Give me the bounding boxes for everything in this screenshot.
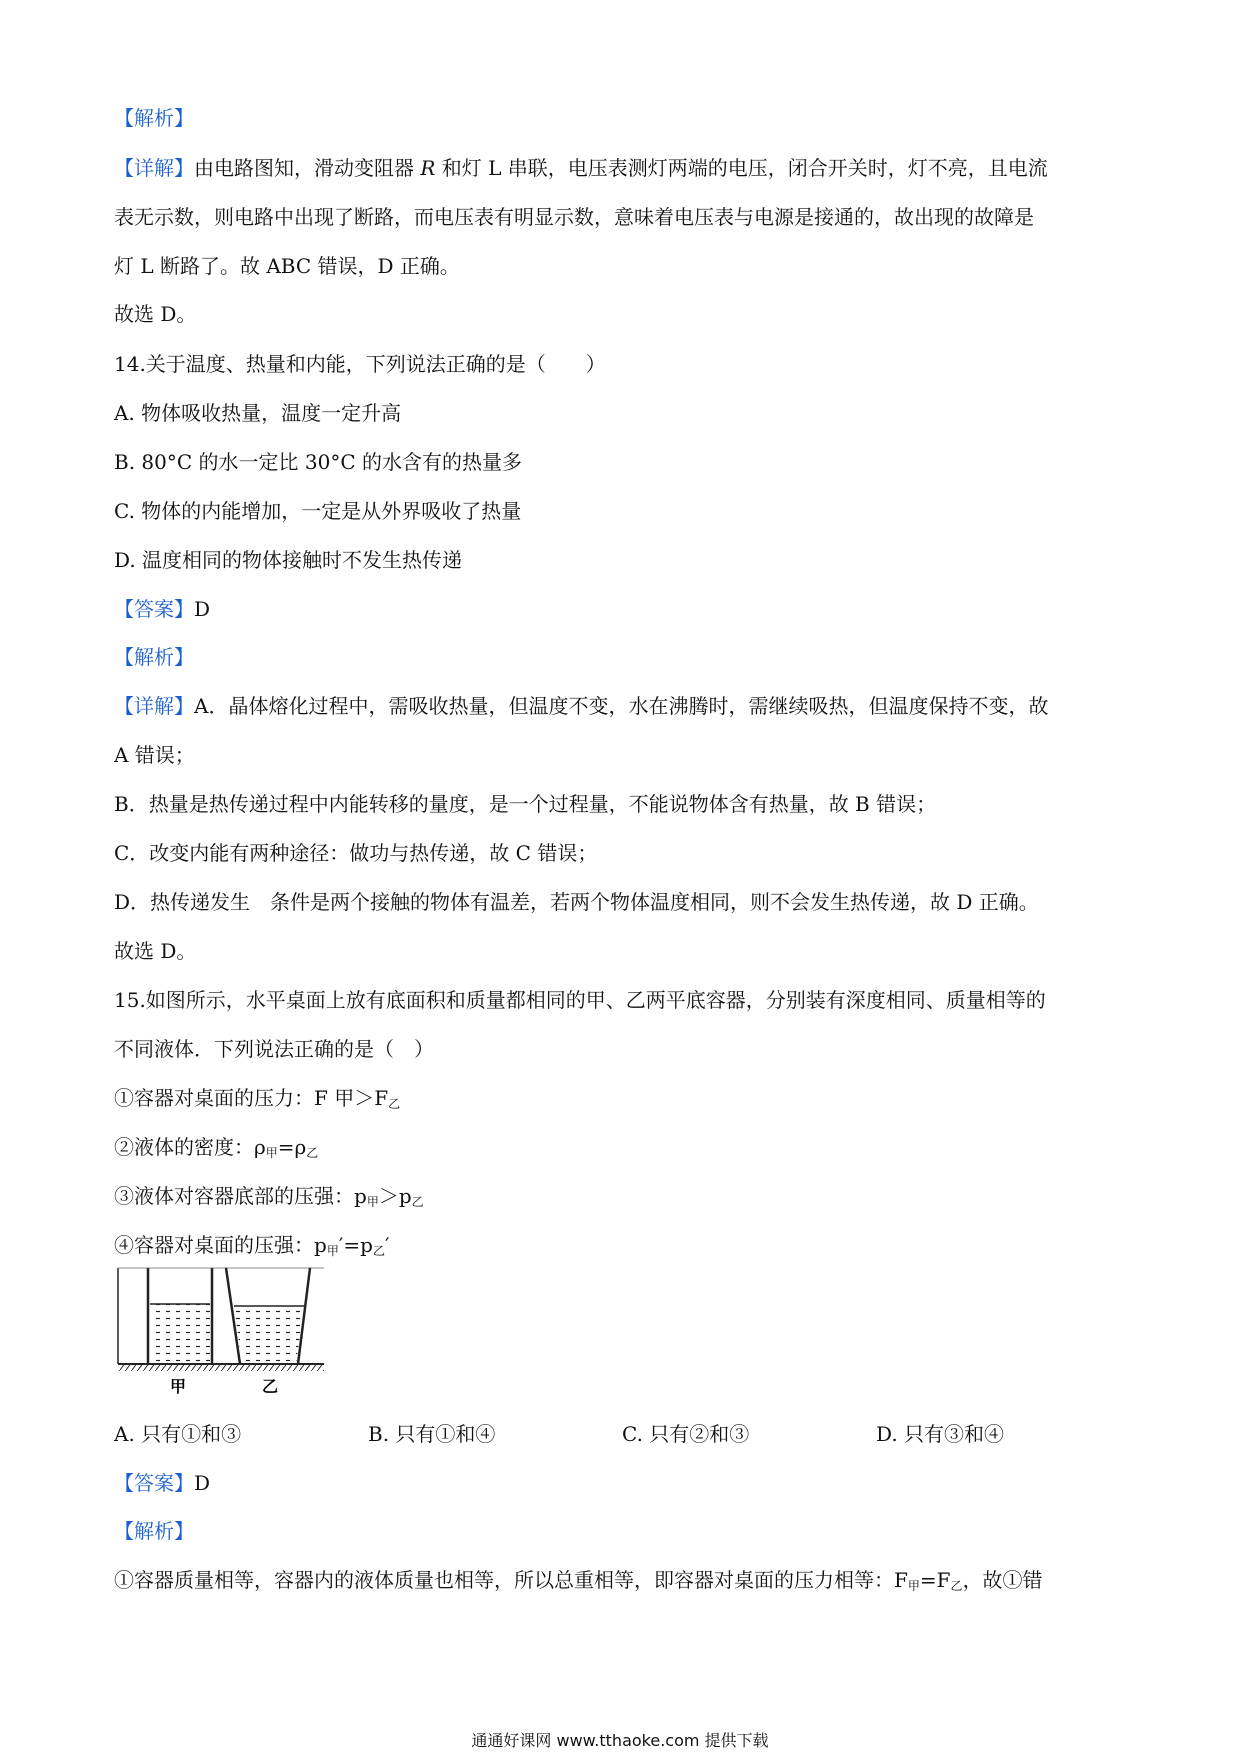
subscript: 甲: [326, 1244, 339, 1258]
label-jia: 甲: [170, 1379, 187, 1396]
q15-answer: [114, 1469, 210, 1497]
q14-option-b: B. 80°C 的水一定比 30°C 的水含有的热量多: [114, 450, 522, 474]
variable-r: R: [420, 156, 436, 180]
statement-text: ③液体对容器底部的压强：p: [114, 1184, 367, 1208]
table-hatching: [118, 1365, 324, 1371]
detail-text: =F: [919, 1568, 951, 1592]
statement-text: ④容器对桌面的压强：p: [114, 1233, 327, 1257]
q14-option-c: C. 物体的内能增加，一定是从外界吸收了热量: [114, 499, 522, 523]
detail-text: ，故①错: [962, 1568, 1043, 1592]
statement-2: [114, 1133, 318, 1167]
subscript: 甲: [907, 1579, 920, 1593]
detail-paragraph-line: [114, 692, 1048, 720]
containers-diagram: [114, 1266, 324, 1396]
statement-text: ②液体的密度：ρ: [114, 1135, 266, 1159]
statement-text: ＞p: [378, 1184, 412, 1208]
detail-text: ①容器质量相等，容器内的液体质量也相等，所以总重相等，即容器对桌面的压力相等：F: [114, 1568, 908, 1592]
detail-paragraph-line: C．改变内能有两种途径：做功与热传递，故 C 错误；: [114, 841, 598, 865]
statement-text: ①容器对桌面的压力：F 甲＞F: [114, 1086, 389, 1110]
liquid-jia: [150, 1304, 210, 1364]
answer-tag: 【答案】: [114, 597, 194, 621]
subscript: 乙: [411, 1195, 424, 1209]
subscript: 乙: [388, 1097, 401, 1111]
detail-tag: 【详解】: [114, 694, 194, 718]
subscript: 乙: [950, 1579, 963, 1593]
detail-text: A．晶体熔化过程中，需吸收热量，但温度不变，水在沸腾时，需继续吸热，但温度保持不变，故: [194, 694, 1049, 718]
detail-paragraph-line: A 错误；: [114, 743, 195, 767]
detail-paragraph-line: [114, 1566, 1043, 1600]
statement-1: [114, 1084, 400, 1118]
statement-3: [114, 1182, 424, 1216]
containers-figure: [114, 1266, 324, 1396]
answer-value: D: [194, 597, 211, 621]
subscript: 乙: [306, 1146, 319, 1160]
subscript: 乙: [372, 1244, 385, 1258]
detail-tag: 【详解】: [114, 156, 194, 180]
q15-option-d: D. 只有③和④: [876, 1422, 1005, 1446]
q15-option-b: B. 只有①和④: [368, 1422, 496, 1446]
analysis-heading: 【解析】: [114, 645, 194, 669]
detail-paragraph-line: B．热量是热传递过程中内能转移的量度，是一个过程量，不能说物体含有热量，故 B 错误；: [114, 792, 937, 816]
answer-tag: 【答案】: [114, 1471, 194, 1495]
statement-text: ′=p: [338, 1233, 373, 1257]
q15-option-c: C. 只有②和③: [622, 1422, 750, 1446]
q14-option-a: A. 物体吸收热量，温度一定升高: [114, 401, 402, 425]
analysis-heading: 【解析】: [114, 1519, 194, 1543]
q14-answer: [114, 595, 210, 623]
conclusion: 故选 D。: [114, 302, 197, 326]
detail-text: 和灯 L 串联，电压表测灯两端的电压，闭合开关时，灯不亮，且电流: [435, 156, 1048, 180]
answer-value: D: [194, 1471, 211, 1495]
detail-paragraph-line: [114, 154, 1048, 182]
label-yi: 乙: [262, 1379, 279, 1396]
analysis-heading: 【解析】: [114, 106, 194, 130]
statement-4: [114, 1231, 390, 1265]
detail-paragraph-line: D．热传递发生 条件是两个接触的物体有温差，若两个物体温度相同，则不会发生热传递，故 D 正确。: [114, 890, 1039, 914]
page-footer: 通通好课网 www.tthaoke.com 提供下载: [471, 1731, 769, 1750]
subscript: 甲: [265, 1146, 278, 1160]
detail-paragraph-line: 灯 L 断路了。故 ABC 错误，D 正确。: [114, 254, 460, 278]
liquid-yi: [234, 1306, 304, 1364]
statement-text: =ρ: [277, 1135, 307, 1159]
detail-text: 由电路图知，滑动变阻器: [194, 156, 421, 180]
detail-paragraph-line: 表无示数，则电路中出现了断路，而电压表有明显示数，意味着电压表与电源是接通的，故出现的故障是: [114, 205, 1034, 229]
q15-option-a: A. 只有①和③: [114, 1422, 242, 1446]
question-14-stem: 14.关于温度、热量和内能，下列说法正确的是（ ）: [114, 352, 606, 376]
question-15-stem: 15.如图所示，水平桌面上放有底面积和质量都相同的甲、乙两平底容器，分别装有深度相同、质量相等的: [114, 988, 1046, 1012]
conclusion: 故选 D。: [114, 939, 197, 963]
q14-option-d: D. 温度相同的物体接触时不发生热传递: [114, 548, 463, 572]
statement-text: ′: [384, 1233, 390, 1257]
question-15-stem: 不同液体．下列说法正确的是（ ）: [114, 1037, 434, 1061]
subscript: 甲: [366, 1195, 379, 1209]
